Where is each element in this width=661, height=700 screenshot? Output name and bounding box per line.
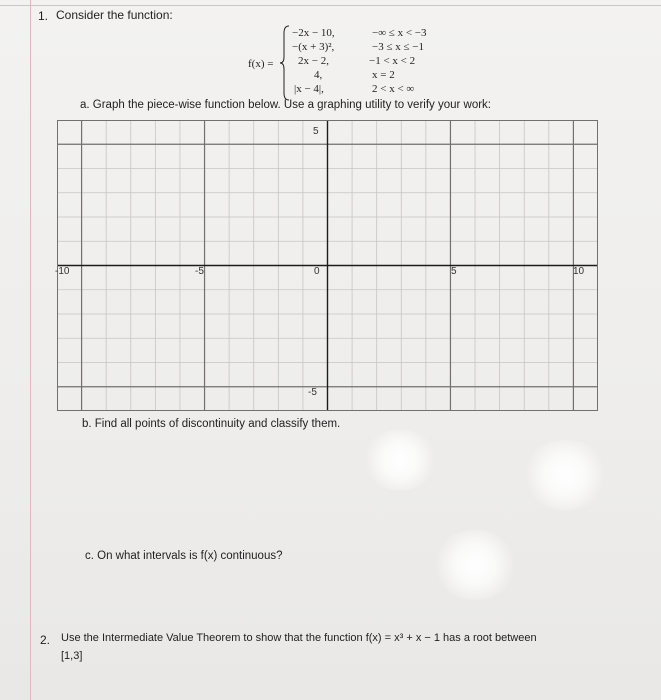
coordinate-grid[interactable] [57,120,598,411]
function-label: f(x) = [248,58,274,70]
piece-expr-2: −(x + 3)², [292,41,335,53]
question-2-interval: [1,3] [61,650,83,662]
left-brace [280,25,290,101]
y-tick-label: 5 [313,126,319,137]
piece-domain-2: −3 ≤ x ≤ −1 [372,41,424,53]
grid-svg[interactable] [57,120,598,411]
y-tick-label: -5 [308,387,317,398]
piece-domain-5: 2 < x < ∞ [372,83,415,95]
question-1-prompt: Consider the function: [56,8,173,22]
x-tick-label: 5 [451,266,457,277]
x-tick-label: -10 [55,266,70,277]
piece-domain-1: −∞ ≤ x < −3 [372,27,427,39]
piece-expr-3: 2x − 2, [298,55,329,67]
piece-expr-1: −2x − 10, [292,27,335,39]
glare-spot [430,530,520,600]
glare-spot [360,430,440,490]
glare-spot [520,440,610,510]
piecewise-function [244,25,484,103]
x-tick-label: -5 [195,266,204,277]
piece-expr-5: |x − 4|, [294,83,324,95]
question-1-number: 1. [38,9,49,23]
piece-domain-4: x = 2 [372,69,395,81]
question-2-number: 2. [40,633,51,647]
margin-rule [30,0,31,700]
top-rule [0,5,661,6]
x-tick-label: 10 [573,266,585,277]
part-b-instruction: b. Find all points of discontinuity and classify them. [82,418,341,430]
question-2-text: Use the Intermediate Value Theorem to show that the function f(x) = x³ + x − 1 has a root between [61,632,537,644]
piece-domain-3: −1 < x < 2 [369,55,416,67]
part-c-instruction: c. On what intervals is f(x) continuous? [85,550,283,562]
piece-expr-4: 4, [314,69,323,81]
x-tick-label: 0 [314,266,320,277]
part-a-instruction: a. Graph the piece-wise function below. Use a graphing utility to verify your work: [80,99,492,111]
